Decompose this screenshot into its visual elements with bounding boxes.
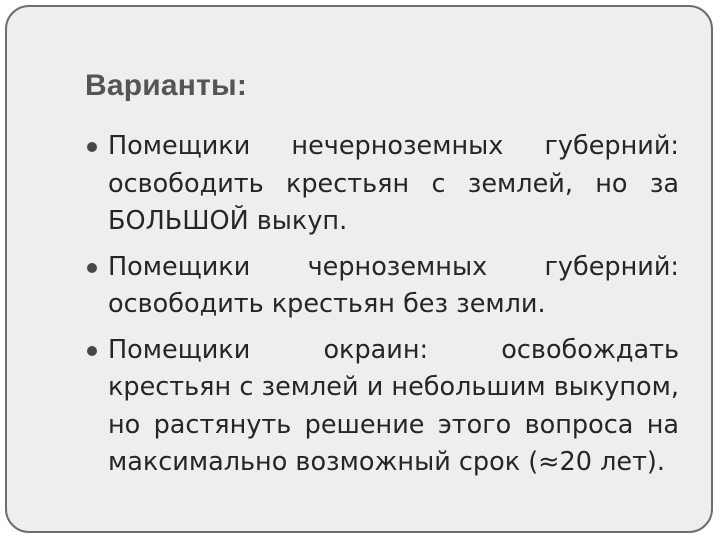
bullet-text: Помещики нечерноземных губерний: освободить крестьян с землей, но за БОЛЬШОЙ выкуп. (108, 131, 679, 236)
bullet-dot-icon (87, 346, 97, 356)
bullet-list (85, 128, 679, 490)
bullet-item-1 (85, 128, 679, 241)
bullet-text: Помещики черноземных губерний: освободить крестьян без земли. (108, 251, 679, 319)
bullet-dot-icon (87, 263, 97, 273)
slide-title: Варианты: (85, 69, 248, 102)
bullet-text: Помещики окраин: освобождать крестьян с землей и небольшим выкупом, но растянуть решение этого вопроса на максимально возможный срок (≈20 лет). (108, 334, 679, 477)
bullet-item-3 (85, 332, 679, 482)
bullet-dot-icon (87, 142, 97, 152)
bullet-item-2 (85, 249, 679, 324)
slide-frame (5, 5, 713, 533)
